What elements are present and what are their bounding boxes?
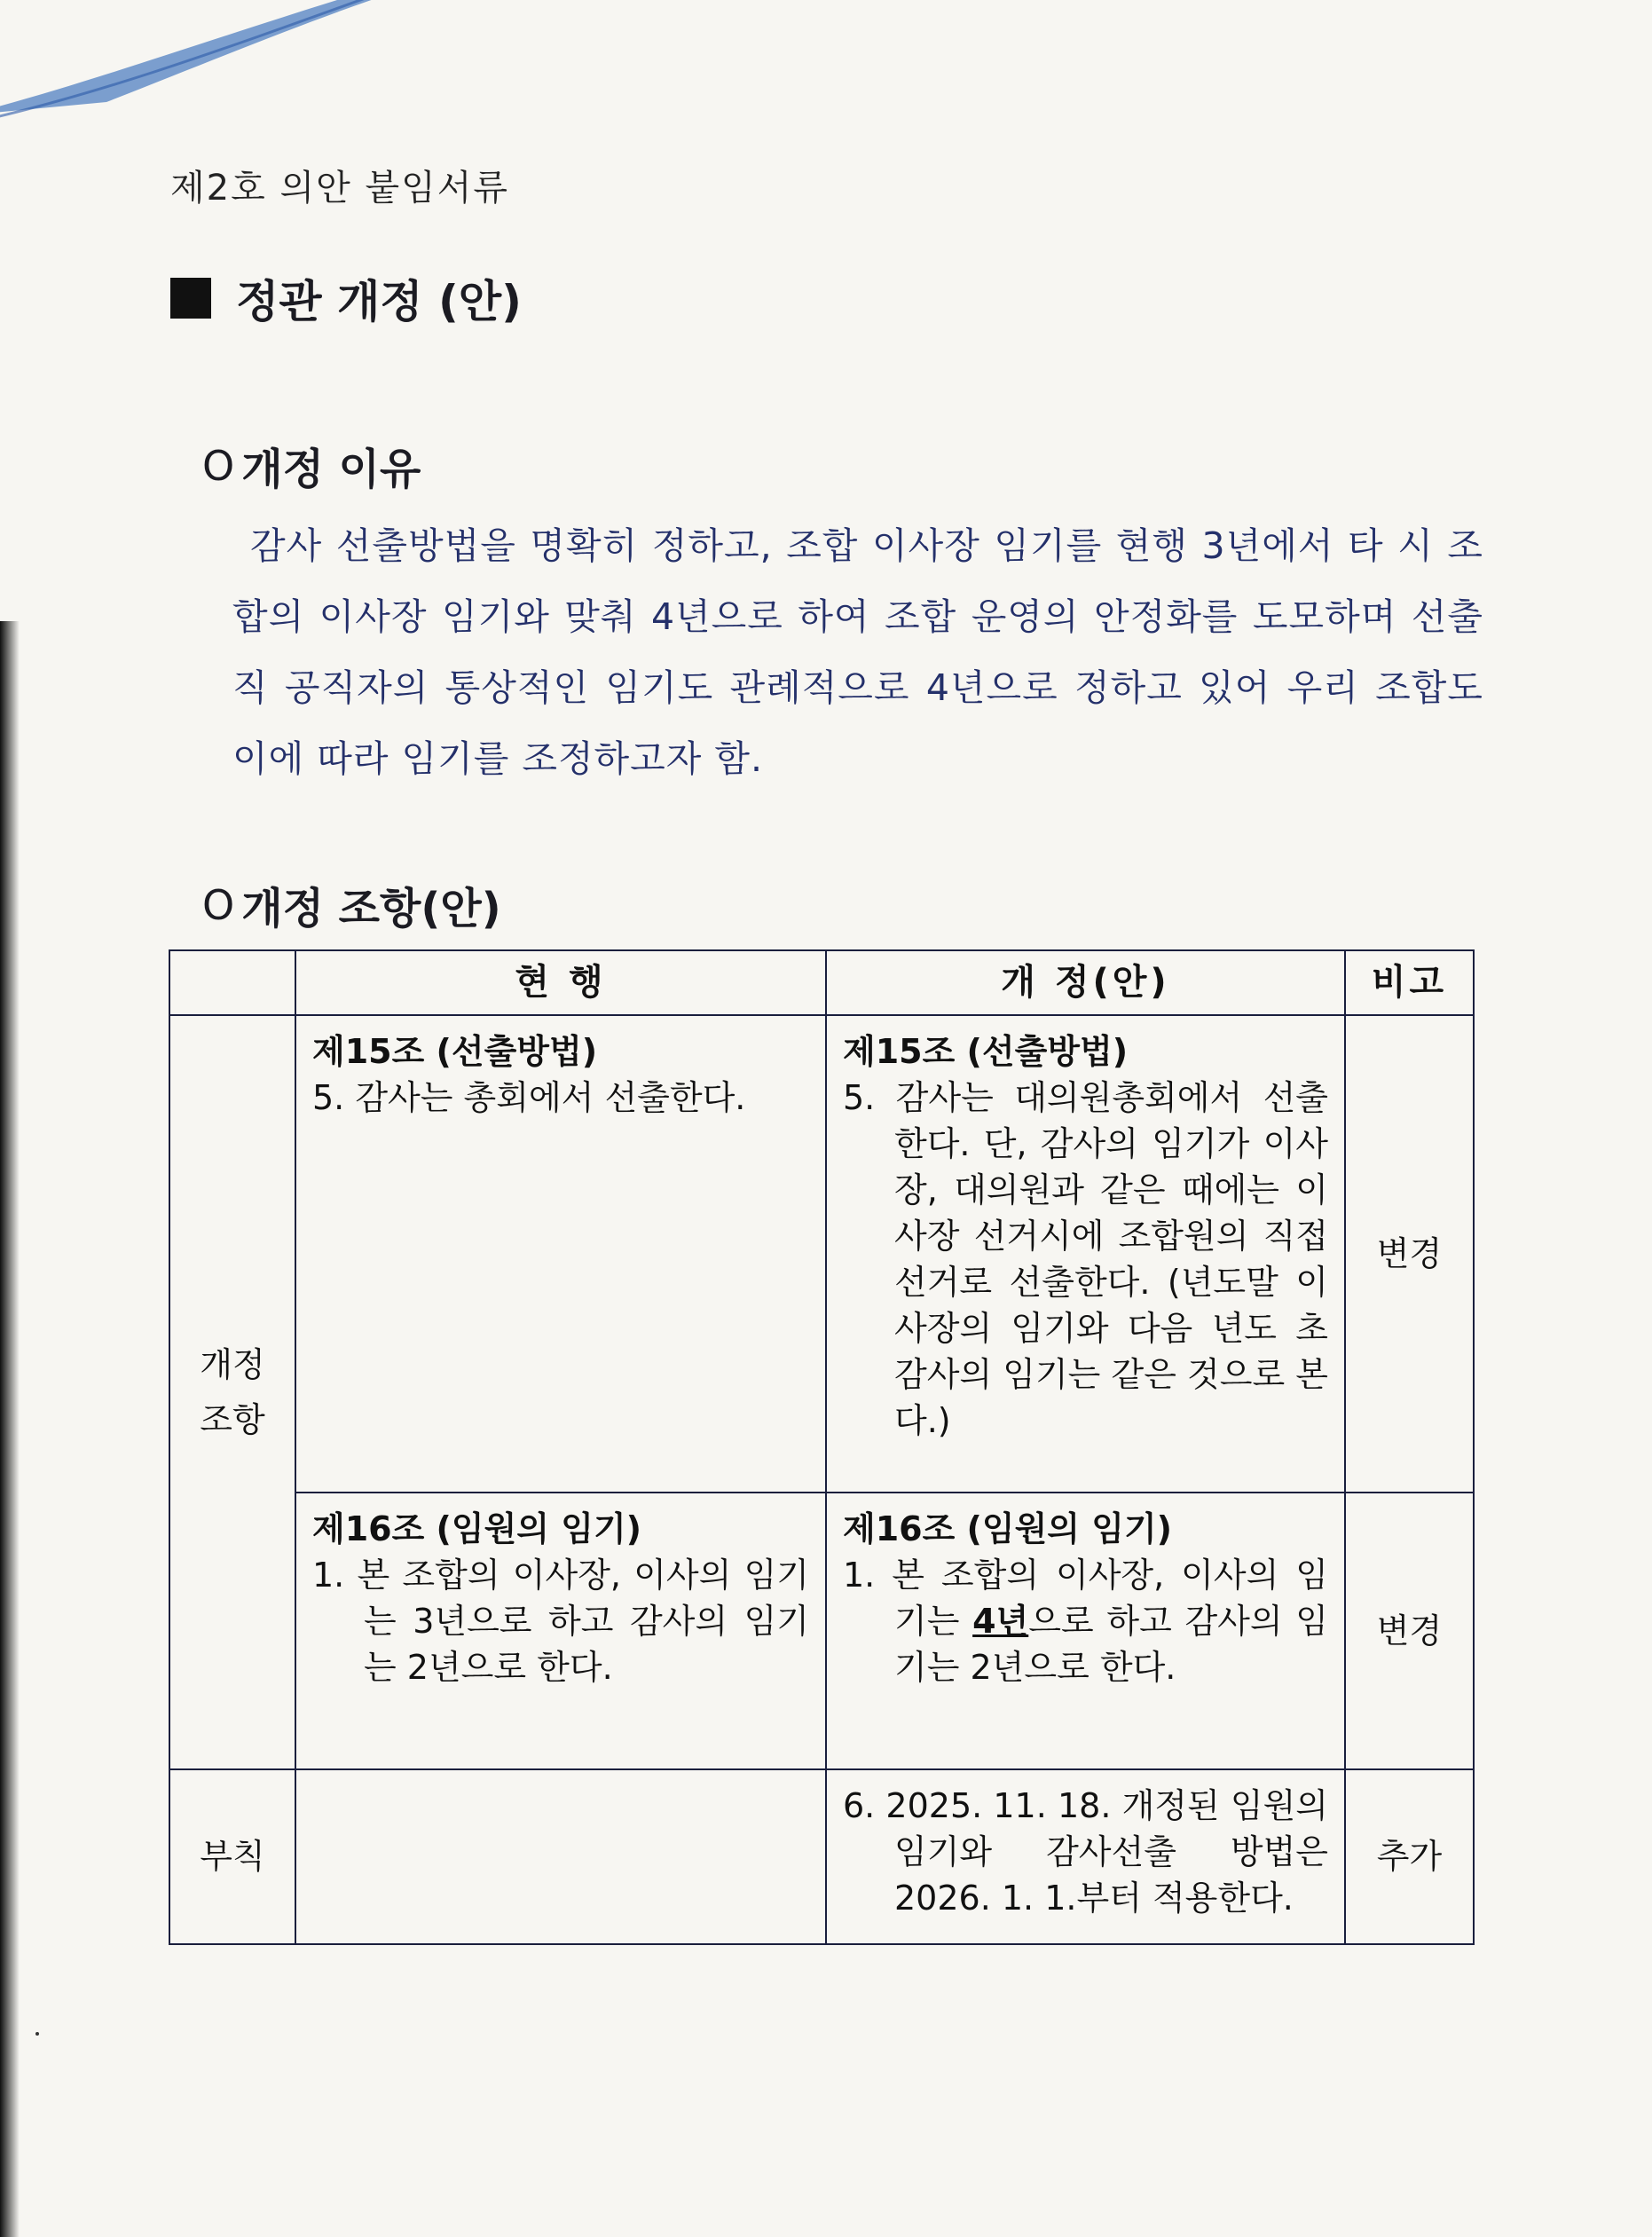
clause-text [843, 1552, 1328, 1690]
clause-text: 6. 2025. 11. 18. 개정된 임원의 임기와 감사선출 방법은 2026. 1. 1.부터 적용한다. [843, 1785, 1328, 1918]
circle-bullet-icon: O [202, 441, 235, 490]
clause-text-post: 으로 하고 감사의 임기는 2년으로 한다. [894, 1601, 1328, 1687]
attachment-label: 제2호 의안 붙임서류 [170, 168, 509, 209]
amendment-table [169, 949, 1475, 1945]
reason-heading [202, 435, 421, 496]
clause-heading [202, 874, 501, 935]
clause-text: 1. 본 조합의 이사장, 이사의 임기는 3년으로 하고 감사의 임기는 2년으로 한다. [312, 1555, 809, 1687]
header-proposed: 개 정(안) [826, 950, 1345, 1015]
addendum-row [169, 1769, 1474, 1944]
article-title: 제15조 (선출방법) [312, 1031, 598, 1071]
clause-heading-text: 개정 조항(안) [241, 884, 501, 933]
note-cell: 변경 [1345, 1493, 1474, 1769]
note-cell: 추가 [1345, 1769, 1474, 1944]
note-cell: 변경 [1345, 1015, 1474, 1493]
proposed-cell [826, 1015, 1345, 1493]
table-row [169, 1493, 1474, 1769]
reason-heading-text: 개정 이유 [241, 445, 421, 494]
article-title: 제15조 (선출방법) [843, 1031, 1129, 1071]
table-header-row [169, 950, 1474, 1015]
page-title-text: 정관 개정 (안) [236, 276, 523, 327]
clause-text: 5. 감사는 대의원총회에서 선출한다. 단, 감사의 임기가 이사장, 대의원과 같은 때에는 이사장 선거시에 조합원의 직접선거로 선출한다. (년도말 이사장의 임기와 다음 년도 초 감사의 임기는 같은 것으로 본다.) [843, 1077, 1328, 1440]
current-cell [295, 1015, 826, 1493]
stray-mark [35, 2032, 39, 2036]
proposed-cell [826, 1769, 1345, 1944]
header-current: 현 행 [295, 950, 826, 1015]
paper-curl-decoration [0, 0, 426, 133]
clause-text-pre: 1. 본 조합의 이사장, 이사의 임기는 [843, 1555, 1328, 1641]
circle-bullet-icon: O [202, 880, 235, 929]
table-row [169, 1015, 1474, 1493]
paper-edge-shadow [0, 621, 20, 2237]
addendum-label: 부칙 [169, 1769, 295, 1944]
proposed-cell [826, 1493, 1345, 1769]
article-title: 제16조 (임원의 임기) [312, 1508, 642, 1548]
group-label-line2: 조항 [200, 1399, 265, 1439]
current-cell [295, 1493, 826, 1769]
current-cell [295, 1769, 826, 1944]
clause-text: 5. 감사는 총회에서 선출한다. [312, 1077, 746, 1117]
clause-emphasis: 4년 [972, 1601, 1029, 1641]
page-title [170, 266, 522, 330]
header-blank [169, 950, 295, 1015]
group-label [169, 1015, 295, 1769]
reason-body: 감사 선출방법을 명확히 정하고, 조합 이사장 임기를 현행 3년에서 타 시 조합의 이사장 임기와 맞춰 4년으로 하여 조합 운영의 안정화를 도모하며 선출직 공직자의 통상적인 임기도 관례적으로 4년으로 정하고 있어 우리 조합도 이에 따라 임기를 조정하고자 함. [232, 524, 1483, 780]
article-title: 제16조 (임원의 임기) [843, 1508, 1173, 1548]
header-note: 비고 [1345, 950, 1474, 1015]
group-label-line1: 개정 [200, 1344, 265, 1384]
black-square-icon [170, 278, 211, 319]
